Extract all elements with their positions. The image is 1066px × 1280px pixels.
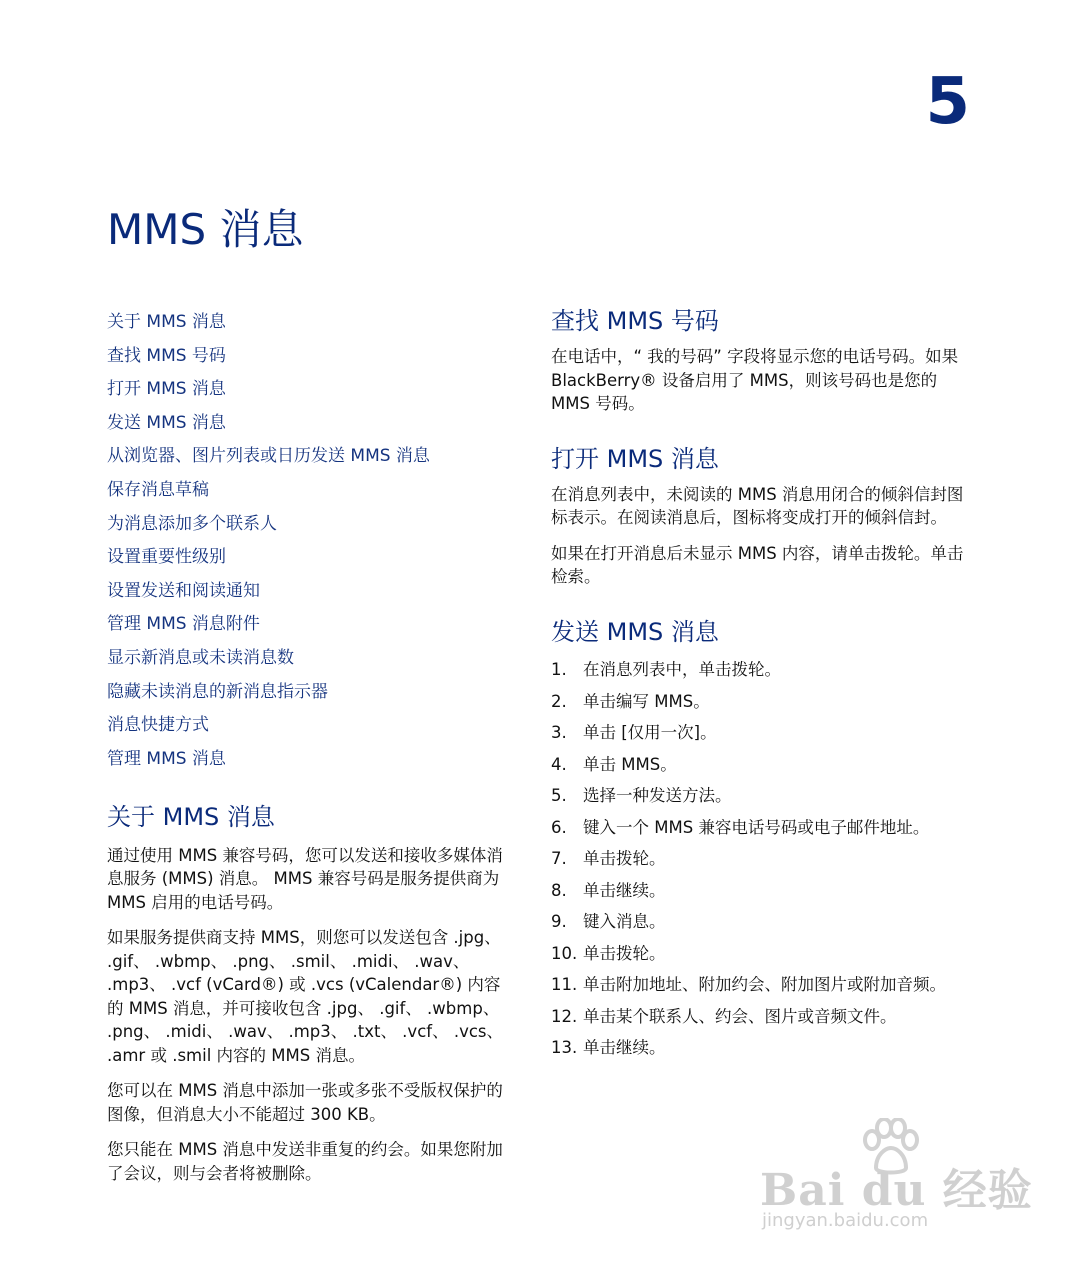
toc-link-add-contacts[interactable]: 为消息添加多个联系人 (107, 513, 277, 534)
section-title-about: 关于 MMS 消息 (107, 803, 275, 832)
right-column (551, 306, 966, 1060)
watermark-brand: Bai du 经验 (760, 1165, 1033, 1216)
toc-link-send[interactable]: 发送 MMS 消息 (107, 412, 226, 433)
section-title-send: 发送 MMS 消息 (551, 617, 719, 646)
toc-link-show-count[interactable]: 显示新消息或未读消息数 (107, 647, 294, 668)
toc-link-importance[interactable]: 设置重要性级别 (107, 547, 226, 568)
step-text: 单击某个联系人、约会、图片或音频文件。 (583, 1006, 897, 1026)
step-number: 9. (551, 912, 567, 932)
toc-link-notifications[interactable]: 设置发送和阅读通知 (107, 580, 260, 601)
step-text: 键入一个 MMS 兼容电话号码或电子邮件地址。 (583, 817, 930, 837)
step-number: 4. (551, 754, 567, 774)
step-number: 12. (551, 1006, 578, 1026)
step-number: 13. (551, 1038, 578, 1058)
page-title: MMS 消息 (107, 205, 304, 254)
baidu-watermark (760, 1118, 1033, 1238)
toc-link-manage[interactable]: 管理 MMS 消息 (107, 748, 226, 769)
step-text: 单击拨轮。 (583, 849, 666, 869)
step-number: 11. (551, 975, 578, 995)
step-number: 7. (551, 849, 567, 869)
open-paragraph-2: 如果在打开消息后未显示 MMS 内容，请单击拨轮。单击检索。 (551, 543, 964, 587)
toc-link-send-from-browser[interactable]: 从浏览器、图片列表或日历发送 MMS 消息 (107, 446, 430, 467)
step-text: 单击编写 MMS。 (583, 691, 710, 711)
step-item (551, 753, 966, 777)
step-text: 单击拨轮。 (583, 943, 666, 963)
step-item (551, 847, 966, 871)
step-number: 6. (551, 817, 567, 837)
toc-link-open[interactable]: 打开 MMS 消息 (107, 379, 226, 400)
open-paragraph-1: 在消息列表中，未阅读的 MMS 消息用闭合的倾斜信封图标表示。在阅读消息后，图标将变成打开的倾斜信封。 (551, 484, 964, 528)
toc-link-save-draft[interactable]: 保存消息草稿 (107, 479, 209, 500)
left-column (107, 306, 515, 1185)
step-text: 单击继续。 (583, 1038, 666, 1058)
step-item (551, 658, 966, 682)
chapter-number: 5 (925, 65, 970, 139)
step-item (551, 1036, 966, 1060)
step-text: 单击附加地址、附加约会、附加图片或附加音频。 (583, 975, 946, 995)
toc-link-attachments[interactable]: 管理 MMS 消息附件 (107, 614, 260, 635)
step-number: 1. (551, 660, 567, 680)
step-number: 10. (551, 943, 578, 963)
step-text: 单击 [仅用一次]。 (583, 723, 717, 743)
step-text: 单击 MMS。 (583, 754, 677, 774)
step-number: 5. (551, 786, 567, 806)
step-item (551, 910, 966, 934)
section-title-open: 打开 MMS 消息 (551, 444, 719, 473)
find-paragraph: 在电话中，“ 我的号码” 字段将显示您的电话号码。如果 BlackBerry® 设备启用了 MMS，则该号码也是您的 MMS 号码。 (551, 347, 959, 414)
about-paragraph-3: 您可以在 MMS 消息中添加一张或多张不受版权保护的图像，但消息大小不能超过 300 KB。 (107, 1081, 503, 1124)
step-text: 选择一种发送方法。 (583, 786, 732, 806)
step-number: 3. (551, 723, 567, 743)
step-text: 在消息列表中，单击拨轮。 (583, 660, 781, 680)
step-number: 2. (551, 691, 567, 711)
step-item (551, 690, 966, 714)
toc-link-about[interactable]: 关于 MMS 消息 (107, 312, 226, 332)
section-title-find: 查找 MMS 号码 (551, 307, 719, 335)
toc-link-hide-indicator[interactable]: 隐藏未读消息的新消息指示器 (107, 681, 328, 702)
step-item (551, 879, 966, 903)
step-text: 键入消息。 (583, 912, 666, 932)
about-paragraph-1: 通过使用 MMS 兼容号码，您可以发送和接收多媒体消息服务 (MMS) 消息。 MMS 兼容号码是服务提供商为 MMS 启用的电话号码。 (107, 845, 503, 912)
step-item (551, 721, 966, 745)
toc-link-shortcuts[interactable]: 消息快捷方式 (107, 715, 209, 736)
toc-link-find-number[interactable]: 查找 MMS 号码 (107, 345, 226, 366)
toc-list (107, 306, 515, 776)
step-number: 8. (551, 880, 567, 900)
step-item (551, 973, 966, 997)
about-paragraph-4: 您只能在 MMS 消息中发送非重复的约会。如果您附加了会议，则与会者将被删除。 (107, 1140, 503, 1183)
step-item (551, 942, 966, 966)
step-text: 单击继续。 (583, 880, 666, 900)
watermark-url: jingyan.baidu.com (762, 1210, 929, 1231)
about-paragraph-2: 如果服务提供商支持 MMS，则您可以发送包含 .jpg、 .gif、 .wbmp、 .png、 .smil、 .midi、 .wav、 .mp3、 .vcf (vCard®) 或 .vcs (vCalendar®) 内容的 MMS 消息，并可接收包含 .jpg、 .gif、 .wbmp、 .png、 .midi、 .wav、 .mp3、 .txt、 .vcf、 .vcs、 .amr 或 .smil 内容的 MMS 消息。 (107, 928, 503, 1065)
step-item (551, 1005, 966, 1029)
step-item (551, 784, 966, 808)
send-steps-list (551, 658, 966, 1060)
step-item (551, 816, 966, 840)
